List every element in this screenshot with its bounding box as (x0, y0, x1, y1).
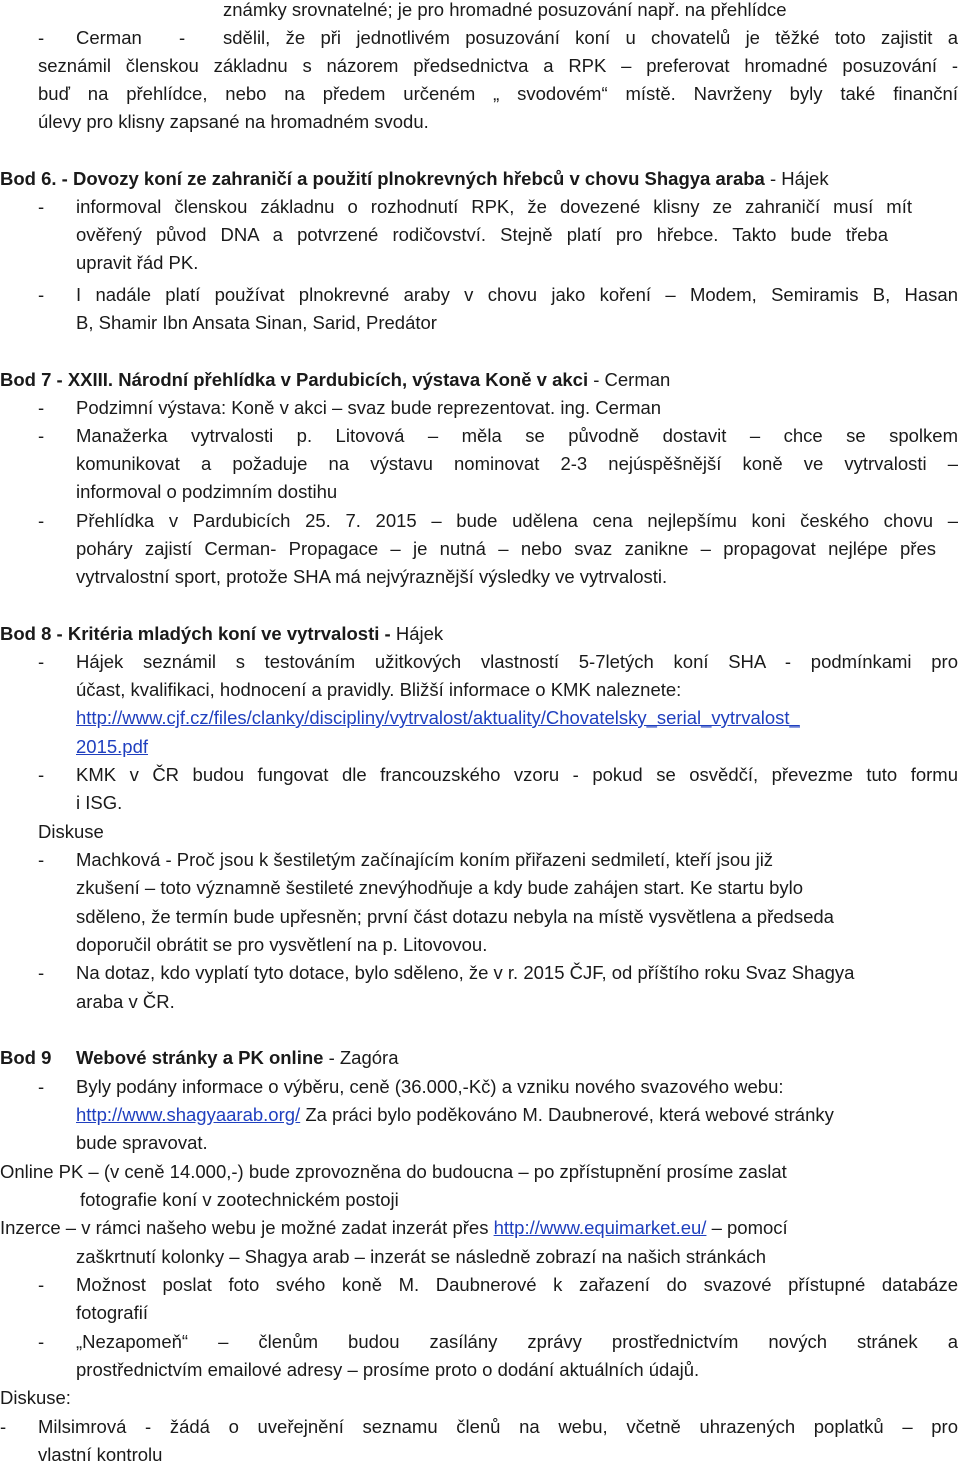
section-title: Bod 8 - Kritéria mladých koní ve vytrvalosti - (0, 623, 396, 644)
list-item-text: Na dotaz, kdo vyplatí tyto dotace, bylo sděleno, že v r. 2015 ČJF, od příštího roku Svaz Shagya (76, 962, 855, 983)
list-item-text: Machková - Proč jsou k šestiletým začínajícím koním přiřazeni sedmiletí, kteří jsou již (76, 849, 774, 870)
list-dash: - (38, 425, 45, 446)
list-item-text: i ISG. (76, 792, 123, 813)
section-title: Webové stránky a PK online (76, 1047, 324, 1068)
list-item-text: poháry zajistí Cerman- Propagace – je nutná – nebo svaz zanikne – propagovat nejlépe přes (76, 538, 936, 559)
list-item-text: Podzimní výstava: Koně v akci – svaz bude reprezentovat. ing. Cerman (76, 397, 662, 418)
intro-line: známky srovnatelné; je pro hromadné posuzování např. na přehlídce (223, 0, 787, 20)
list-item-text: Přehlídka v Pardubicích 25. 7. 2015 – bude udělena cena nejlepšímu koni českého chovu – (76, 510, 958, 531)
list-item-text: vytrvalostní sport, protože SHA má nejvýraznější výsledky ve vytrvalosti. (76, 566, 668, 587)
intro-line: seznámil členskou základnu s názorem předsednictva a RPK – preferovat hromadné posuzování - (38, 55, 958, 76)
section-speaker: - Cerman (588, 369, 671, 390)
intro-line: sdělil, že při jednotlivém posuzování koní u chovatelů je těžké toto zajistit a (223, 27, 958, 48)
list-item-text: I nadále platí používat plnokrevné araby v chovu jako koření – Modem, Semiramis B, Hasan (76, 284, 958, 305)
intro-line: úlevy pro klisny zapsané na hromadném svodu. (38, 111, 429, 132)
list-dash: - (38, 27, 45, 48)
list-item-text: Hájek seznámil s testováním užitkových vlastností 5-7letých koní SHA - podmínkami pro (76, 651, 958, 672)
section-speaker: - Hájek (764, 168, 829, 189)
list-item-text: fotografií (76, 1302, 148, 1323)
kmk-link-line2[interactable]: 2015.pdf (76, 736, 149, 757)
shagyaarab-link[interactable]: http://www.shagyaarab.org/ (76, 1104, 301, 1125)
section-title: Bod 6. - Dovozy koní ze zahraničí a použití plnokrevných hřebců v chovu Shagya araba (0, 168, 765, 189)
section-speaker: Hájek (395, 623, 444, 644)
list-dash: - (38, 651, 45, 672)
list-item-text: Za práci bylo poděkováno M. Daubnerové, která webové stránky (300, 1104, 834, 1125)
list-item-text: účast, kvalifikaci, hodnocení a pravidly. Bližší informace o KMK naleznete: (76, 679, 682, 700)
section-heading (76, 1044, 399, 1072)
list-item-text: B, Shamir Ibn Ansata Sinan, Sarid, Predátor (76, 312, 437, 333)
list-item-text: vlastní kontrolu (38, 1444, 163, 1465)
list-dash: - (38, 962, 45, 983)
paragraph-line: fotografie koní v zootechnickém postoji (80, 1189, 399, 1210)
list-item-text: informoval členskou základnu o rozhodnutí RPK, že dovezené klisny ze zahraničí musí mít (76, 196, 912, 217)
paragraph-text: Inzerce – v rámci našeho webu je možné zadat inzerát přes (0, 1217, 494, 1238)
list-item-text: sděleno, že termín bude upřesněn; první část dotazu nebyla na místě vysvětlena a předseda (76, 906, 834, 927)
list-dash: - (38, 397, 45, 418)
equimarket-link[interactable]: http://www.equimarket.eu/ (493, 1217, 707, 1238)
paragraph-text: – pomocí (706, 1217, 788, 1238)
list-item-text: ověřený původ DNA a potvrzené rodičovství. Stejně platí pro hřebce. Takto bude třeba (76, 224, 888, 245)
kmk-link[interactable] (76, 733, 148, 761)
section-speaker: - Zagóra (323, 1047, 399, 1068)
list-item-text (76, 1101, 834, 1129)
speaker-name: Cerman (76, 27, 142, 48)
list-item-text: doporučil obrátit se pro vysvětlení na p. Litovovou. (76, 934, 488, 955)
list-dash: - (0, 1416, 7, 1437)
paragraph-line: zaškrtnutí kolonky – Shagya arab – inzerát se následně zobrazí na našich stránkách (76, 1246, 767, 1267)
list-item-text: Možnost poslat foto svého koně M. Daubnerové k zařazení do svazové přístupné databáze (76, 1274, 958, 1295)
discussion-label: Diskuse: (0, 1387, 71, 1408)
discussion-label: Diskuse (38, 821, 104, 842)
list-item-text: Byly podány informace o výběru, ceně (36.000,-Kč) a vzniku nového svazového webu: (76, 1076, 784, 1097)
list-item-text: KMK v ČR budou fungovat dle francouzského vzoru - pokud se osvědčí, převezme tuto formu (76, 764, 958, 785)
section-title: Bod 7 - XXIII. Národní přehlídka v Pardubicích, výstava Koně v akci (0, 369, 589, 390)
list-dash: - (38, 284, 45, 305)
paragraph-line (0, 1214, 788, 1242)
list-item-text: komunikovat a požaduje na výstavu nominovat 2-3 nejúspěšnější koně ve vytrvalosti – (76, 453, 958, 474)
list-dash: - (38, 849, 45, 870)
list-item-text: upravit řád PK. (76, 252, 199, 273)
list-item-text: araba v ČR. (76, 991, 175, 1012)
section-heading (0, 165, 829, 193)
list-item-text: bude spravovat. (76, 1132, 208, 1153)
list-dash: - (38, 1274, 45, 1295)
kmk-link[interactable] (76, 704, 800, 732)
list-dash: - (38, 764, 45, 785)
paragraph-line: Online PK – (v ceně 14.000,-) bude zprovozněna do budoucna – po zpřístupnění prosíme zaslat (0, 1161, 787, 1182)
section-heading (0, 366, 670, 394)
intro-line: buď na přehlídce, nebo na předem určeném „ svodovém“ místě. Navrženy byly také finanční (38, 83, 958, 104)
kmk-link-line1[interactable]: http://www.cjf.cz/files/clanky/discipliny/vytrvalost/aktuality/Chovatelsky_serial_vytrvalost_ (76, 707, 800, 728)
list-dash: - (38, 1331, 45, 1352)
section-number: Bod 9 (0, 1047, 52, 1068)
list-dash: - (38, 1076, 45, 1097)
list-item-text: zkušení – toto významně šestileté znevýhodňuje a kdy bude zahájen start. Ke startu bylo (76, 877, 804, 898)
list-item-text: informoval o podzimním dostihu (76, 481, 338, 502)
section-heading (0, 1044, 51, 1072)
list-dash: - (38, 510, 45, 531)
list-item-text: „Nezapomeň“ – členům budou zasílány zprávy prostřednictvím nových stránek a (76, 1331, 958, 1352)
list-item-text: Manažerka vytrvalosti p. Litovová – měla se původně dostavit – chce se spolkem (76, 425, 958, 446)
section-heading (0, 620, 443, 648)
list-item-text: Milsimrová - žádá o uveřejnění seznamu členů na webu, včetně uhrazených poplatků – pro (38, 1416, 958, 1437)
list-dash: - (179, 27, 186, 48)
list-item-text: prostřednictvím emailové adresy – prosíme proto o dodání aktuálních údajů. (76, 1359, 700, 1380)
list-dash: - (38, 196, 45, 217)
